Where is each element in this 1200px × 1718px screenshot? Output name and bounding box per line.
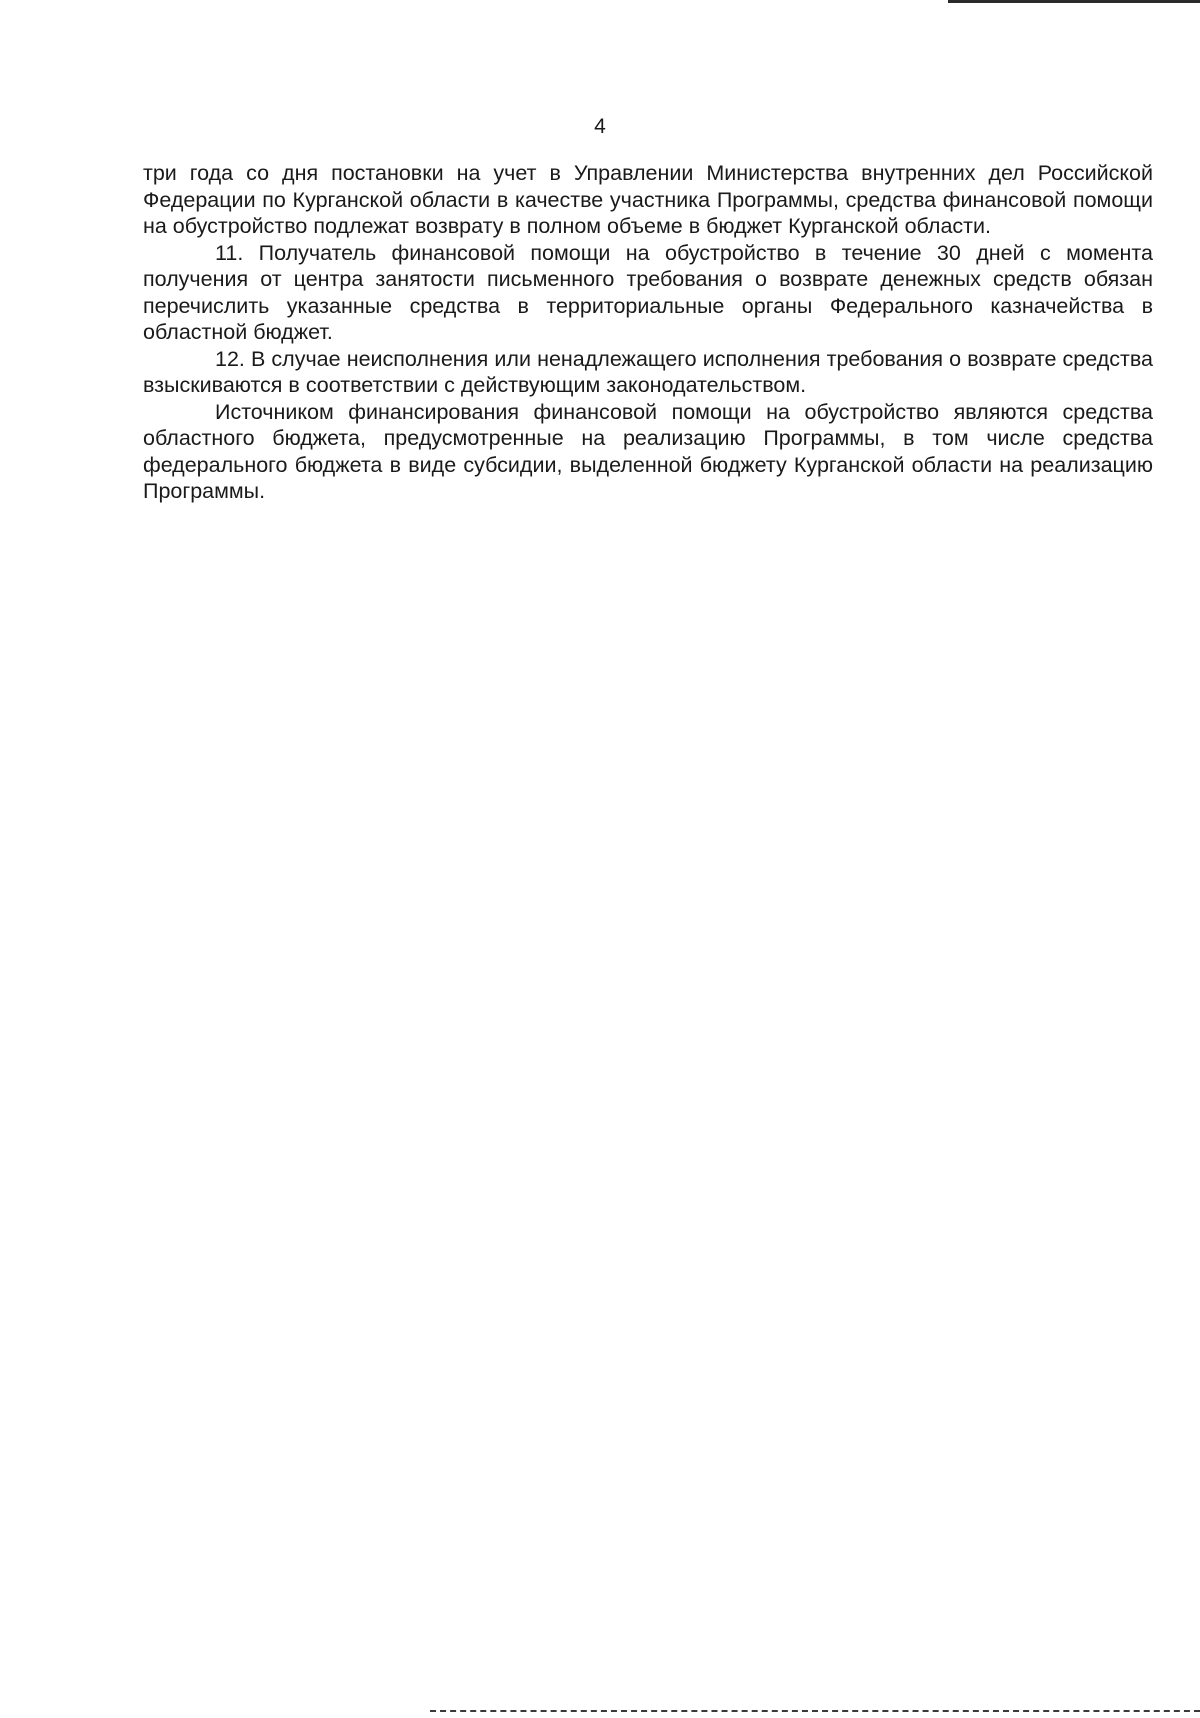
paragraph-continuation: три года со дня постановки на учет в Управлении Министерства внутренних дел Российской Федерации по Курганской области в качестве участника Программы, средства финансовой помощи на обустройство подлежат возврату в полном объеме в бюджет Курганской области.	[143, 161, 1153, 238]
paragraph-funding-source: Источником финансирования финансовой помощи на обустройство являются средства областного бюджета, предусмотренные на реализацию Программы, в том числе средства федерального бюджета в виде субсидии, выделенной бюджету Курганской области на реализацию Программы.	[143, 399, 1153, 503]
page-number: 4	[594, 115, 606, 138]
paragraph-item-12: 12. В случае неисполнения или ненадлежащего исполнения требования о возврате средства взыскиваются в соответствии с действующим законодательством.	[143, 346, 1153, 397]
scan-edge-top	[948, 0, 1200, 3]
paragraph-item-11: 11. Получатель финансовой помощи на обустройство в течение 30 дней с момента получения от центра занятости письменного требования о возврате денежных средств обязан перечислить указанные средства в территориальные органы Федерального казначейства в областной бюджет.	[143, 240, 1153, 344]
scan-edge-bottom	[430, 1710, 1200, 1712]
document-body	[143, 160, 1153, 505]
